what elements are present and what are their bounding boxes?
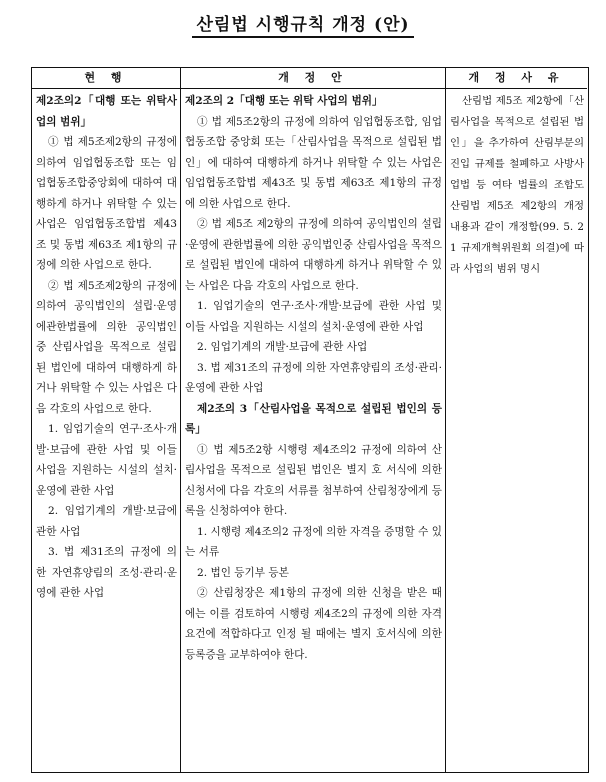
amendment-paragraph-3: ① 법 제5조2항 시행령 제4조의2 규정에 의하여 산림사업을 목적으로 설립된 법인은 별지 호 서식에 의한 신청서에 다음 각호의 서류를 첨부하여 산림청장에게 등록을 신청하여야 한다. <box>185 443 442 517</box>
amendment-item-5: 2. 법인 등기부 등본 <box>197 566 289 579</box>
current-paragraph-1: ① 법 제5조제2항의 규정에 의하여 임업협동조합 또는 임업협동조합중앙회에 대하여 대행하게 하거나 위탁할 수 있는 사업은 임업협동조합법 제43조 및 동법 제63조 제1항의 규정에 의한 사업으로 한다. <box>36 136 177 271</box>
reason-column <box>446 68 587 772</box>
amendment-header: 개 정 안 <box>181 68 445 89</box>
amendment-item-3: 3. 법 제31조의 규정에 의한 자연휴양림의 조성·관리·운영에 관한 사업 <box>185 361 442 394</box>
current-paragraph-2: ② 법 제5조제2항의 규정에 의하여 공익법인의 설립·운영에관한법률에 의한 공익법인 중 산림사업을 목적으로 설립된 법인에 대하여 대행하게 하거나 위탁할 수 있는 사업은 다음 각호의 사업으로 한다. <box>36 279 177 415</box>
current-column <box>32 68 181 772</box>
reason-text: 산림법 제5조 제2항에「산림사업을 목적으로 설립된 법인」을 추가하여 산림부문의 진입 규제를 철폐하고 사방사업법 등 여타 법률의 조합도 산림법 제5조 제2항의 개정 내용과 같이 개정함(99. 5. 21 규제개혁위원회 의결)에 따라 사업의 범위 명시 <box>450 95 584 275</box>
current-item-1: 1. 임업기술의 연구·조사·개발·보급에 관한 사업 및 이들 사업을 지원하는 시설의 설치·운영에 관한 사업 <box>36 423 177 497</box>
amendment-item-2: 2. 임업기계의 개발·보급에 관한 사업 <box>197 341 368 353</box>
current-body <box>32 89 180 604</box>
reason-header: 개 정 사 유 <box>446 68 587 89</box>
amendment-heading: 제2조의 2「대행 또는 위탁 사업의 범위」 <box>185 95 383 107</box>
amendment-paragraph-1: ① 법 제5조2항의 규정에 의하여 임업협동조합, 임업협동조합 중앙회 또는「산림사업을 목적으로 설립된 법인」에 대하여 대행하게 하거나 위탁할 수 있는 사업은 임업협동조합법 제43조 및 동법 제63조 제1항의 규정에 의한 사업으로 한다. <box>185 115 442 210</box>
amendment-item-4: 1. 시행령 제4조의2 규정에 의한 자격을 증명할 수 있는 서류 <box>185 525 442 558</box>
current-item-2: 2. 임업기계의 개발·보급에 관한 사업 <box>36 505 177 538</box>
amendment-item-1: 1. 임업기술의 연구·조사·개발·보급에 관한 사업 및 이들 사업을 지원하는 시설의 설치·운영에 관한 사업 <box>185 300 442 333</box>
amendment-paragraph-2: ② 법 제5조 제2항의 규정에 의하여 공익법인의 설립·운영에 관한법률에 의한 공익법인중 산림사업을 목적으로 설립된 법인에 대하여 대행하게 하거나 위탁할 수 있는 사업은 다음 각호의 사업으로 한다. <box>185 218 442 292</box>
document-title-text: 산림법 시행규칙 개정 (안) <box>192 15 413 38</box>
current-heading: 제2조의2「대행 또는 위탁사업의 범위」 <box>36 95 177 128</box>
amendment-column <box>181 68 446 772</box>
amendment-heading-2: 제2조의 3「산림사업을 목적으로 설립된 법인의 등록」 <box>185 402 442 435</box>
reason-body <box>446 89 587 280</box>
amendment-body <box>181 89 445 665</box>
amendment-paragraph-4: ② 산림청장은 제1항의 규정에 의한 신청을 받은 때에는 이를 검토하여 시행령 제4조2의 규정에 의한 자격 요건에 적합하다고 인정 될 때에는 별지 호서식에 의한 등록증을 교부하여야 한다. <box>185 587 442 661</box>
comparison-table <box>31 67 589 773</box>
current-item-3: 3. 법 제31조의 규정에 의한 자연휴양림의 조성·관리·운영에 관한 사업 <box>36 546 177 599</box>
current-header: 현 행 <box>32 68 180 89</box>
document-title <box>0 10 606 35</box>
